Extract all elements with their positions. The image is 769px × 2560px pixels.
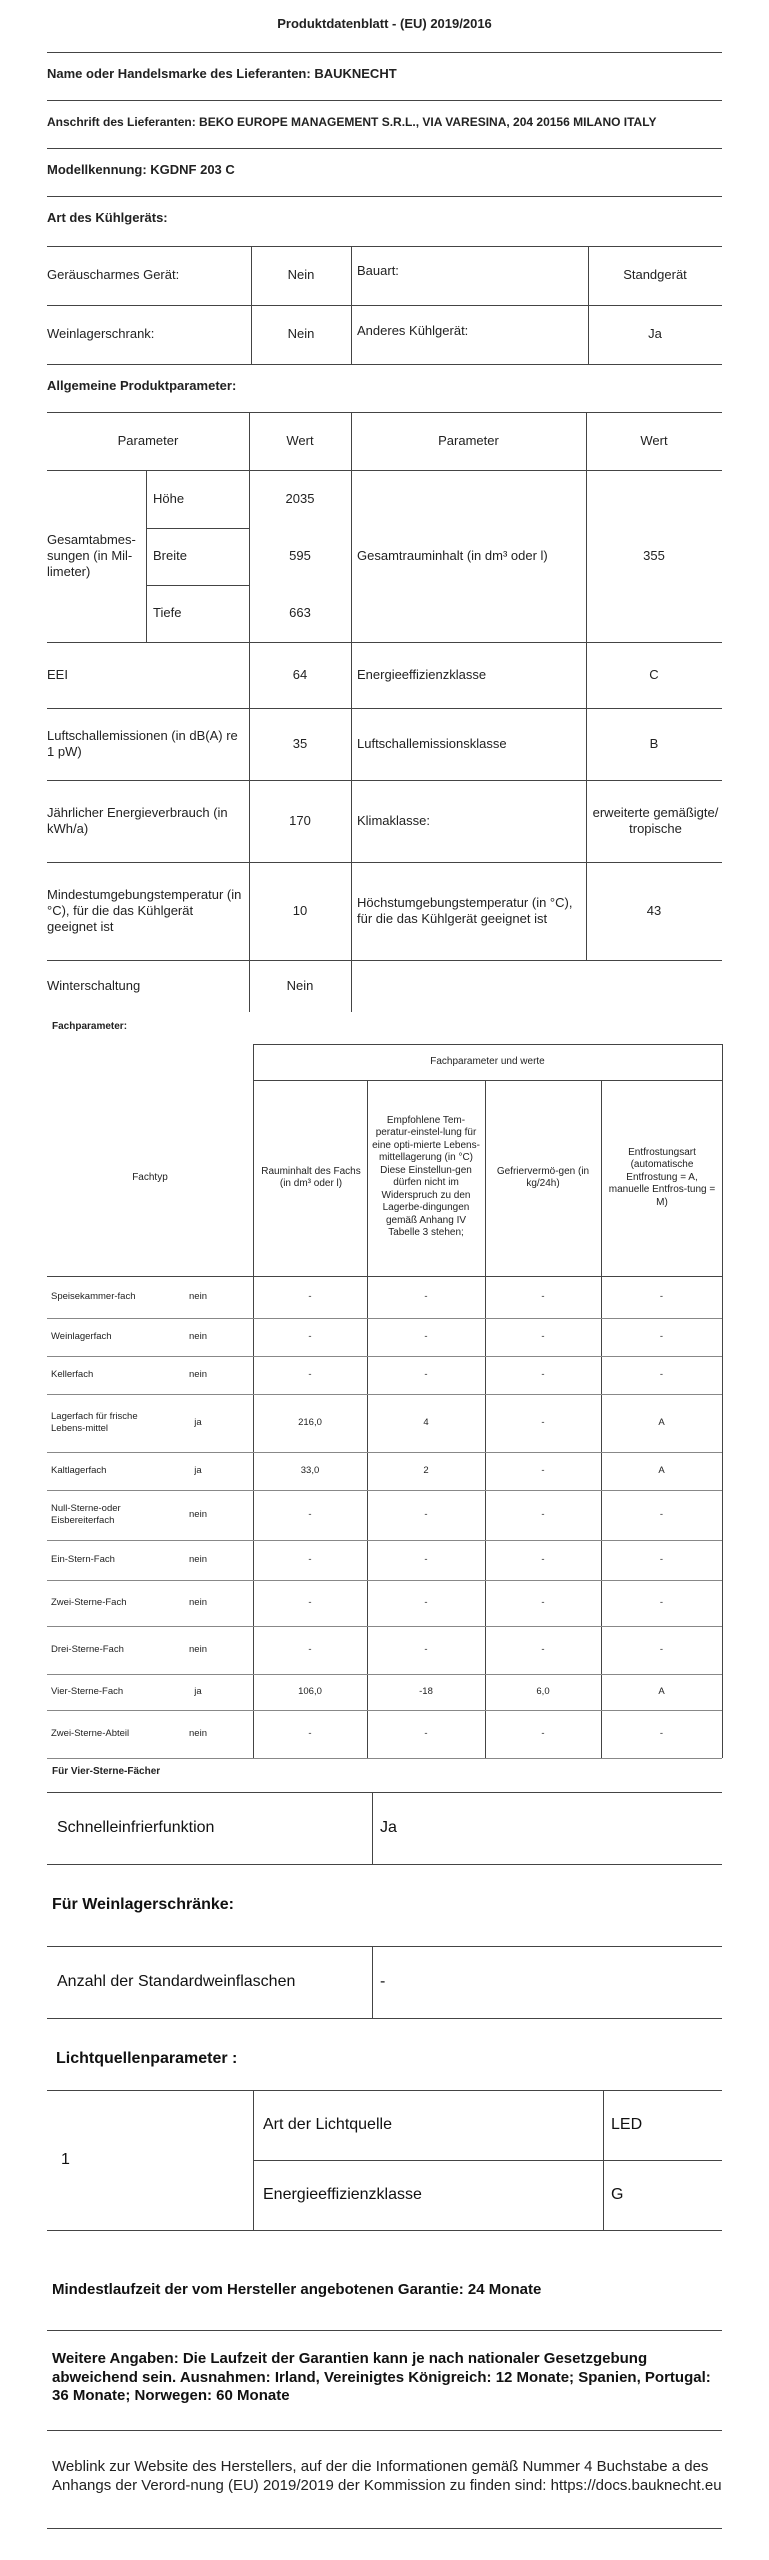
compartment-freeze: -: [541, 1331, 545, 1343]
light-type-value: LED: [611, 2116, 643, 2133]
compartment-row: [47, 1490, 722, 1540]
wine-cabinet-label: Weinlagerschrank:: [47, 326, 155, 342]
compartment-name: Weinlagerfach: [51, 1331, 112, 1343]
divider: [47, 100, 722, 101]
supplier-address: Anschrift des Lieferanten: BEKO EUROPE MANAGEMENT S.R.L., VIA VARESINA, 204 20156 MILANO ITALY: [47, 114, 657, 129]
compartment-temp: 2: [423, 1465, 429, 1477]
height-value: 2035: [285, 490, 315, 506]
compartment-name: Ein-Stern-Fach: [51, 1554, 115, 1566]
compartment-volume: -: [308, 1509, 312, 1521]
compartment-group-header: Fachparameter und werte: [430, 1055, 545, 1067]
appliance-type-table: [47, 246, 722, 364]
compartment-temp: 4: [423, 1417, 429, 1429]
compartment-freeze: -: [541, 1417, 545, 1429]
defrost-column-header: Entfrostungsart (automatische Entfrostung = A, manuelle Entfros-tung = M): [608, 1146, 716, 1208]
appliance-type-heading: Art des Kühlgeräts:: [47, 209, 168, 225]
noise-emission-value: 35: [292, 735, 308, 751]
wine-bottles-value: -: [380, 1973, 386, 1990]
compartment-present: nein: [189, 1597, 207, 1609]
compartment-row: [47, 1710, 722, 1758]
volume-column-header: Rauminhalt des Fachs (in dm³ oder l): [261, 1165, 361, 1189]
compartment-row: [47, 1452, 722, 1490]
compartment-volume: -: [308, 1291, 312, 1303]
compartment-temp: -: [424, 1369, 428, 1381]
compartment-temp: -18: [419, 1686, 433, 1698]
compartment-volume: 33,0: [300, 1465, 320, 1477]
compartment-rows: [47, 1276, 722, 1758]
compartment-name: Kellerfach: [51, 1369, 94, 1381]
noise-class-value: B: [649, 735, 659, 751]
compartment-row: [47, 1626, 722, 1674]
compartment-type-header: Fachtyp: [132, 1171, 168, 1183]
compartment-defrost: -: [659, 1369, 664, 1381]
compartment-freeze: -: [541, 1509, 545, 1521]
compartment-heading: Fachparameter:: [52, 1020, 128, 1032]
climate-class-label: Klimaklasse:: [357, 812, 430, 828]
other-appliance-label: Anderes Kühlgerät:: [357, 322, 469, 338]
light-type-label: Art der Lichtquelle: [263, 2116, 392, 2133]
divider: [47, 2430, 722, 2431]
compartment-name: Zwei-Sterne-Abteil: [51, 1728, 130, 1740]
compartment-present: ja: [194, 1686, 202, 1698]
compartment-defrost: -: [659, 1644, 664, 1656]
compartment-present: nein: [189, 1644, 207, 1656]
compartment-freeze: -: [541, 1728, 545, 1740]
eei-value: 64: [292, 666, 308, 682]
compartment-temp: -: [424, 1554, 428, 1566]
compartment-row: [47, 1674, 722, 1710]
depth-label: Tiefe: [153, 605, 182, 621]
compartment-name: Null-Sterne-oder Eisbereiterfach: [51, 1503, 121, 1526]
quick-freeze-table: [47, 1792, 722, 1864]
general-parameters-heading: Allgemeine Produktparameter:: [47, 377, 237, 393]
min-temp-value: 10: [292, 902, 308, 918]
compartment-table: [47, 1044, 722, 1758]
wine-cabinet-value: Nein: [287, 326, 315, 342]
divider: [47, 52, 722, 53]
max-temp-value: 43: [646, 902, 662, 918]
compartment-defrost: -: [659, 1554, 664, 1566]
compartment-name: Zwei-Sterne-Fach: [51, 1597, 127, 1609]
noise-class-label: Luftschallemissionsklasse: [357, 735, 507, 751]
compartment-present: ja: [194, 1465, 202, 1477]
low-noise-value: Nein: [287, 267, 315, 283]
supplier-name: Name oder Handelsmarke des Lieferanten: BAUKNECHT: [47, 65, 397, 81]
header-parameter: Parameter: [117, 432, 179, 448]
other-appliance-value: Ja: [648, 326, 662, 342]
climate-class-value: erweiterte gemäßigte/ tropische: [592, 804, 719, 836]
divider: [47, 2330, 722, 2331]
total-volume-label: Gesamtrauminhalt (in dm³ oder l): [357, 547, 548, 563]
compartment-present: nein: [189, 1728, 207, 1740]
compartment-volume: 106,0: [298, 1686, 322, 1698]
compartment-name: Kaltlagerfach: [51, 1465, 107, 1477]
eei-label: EEI: [47, 666, 68, 682]
compartment-defrost: -: [659, 1509, 664, 1521]
sheet-title: Produktdatenblatt - (EU) 2019/2016: [277, 15, 492, 31]
compartment-freeze: -: [541, 1597, 545, 1609]
compartment-name: Drei-Sterne-Fach: [51, 1644, 124, 1656]
quick-freeze-label: Schnelleinfrierfunktion: [57, 1819, 215, 1836]
min-temp-label: Mindestumgebungstemperatur (in °C), für die das Kühlgerät geeignet ist: [47, 886, 242, 935]
light-class-value: G: [611, 2186, 624, 2203]
header-parameter-2: Parameter: [438, 432, 499, 448]
low-noise-label: Geräuscharmes Gerät:: [47, 267, 180, 283]
general-parameters-table: [47, 412, 722, 1012]
compartment-temp: -: [424, 1644, 428, 1656]
further-information: Weitere Angaben: Die Laufzeit der Garantien kann je nach nationaler Gesetzgebung abweichend sein. Ausnahmen: Irland, Vereinigtes Königreich: 12 Monate; Spanien, Portugal: 36 Monate; Norwegen: 60 Monate: [52, 2349, 711, 2405]
compartment-volume: -: [308, 1369, 312, 1381]
light-source-heading: Lichtquellenparameter :: [56, 2050, 238, 2067]
freezing-column-header: Gefriervermö-gen (in kg/24h): [496, 1165, 590, 1189]
compartment-row: [47, 1276, 722, 1318]
winter-switch-value: Nein: [286, 977, 314, 993]
model-identifier: Modellkennung: KGDNF 203 C: [47, 161, 235, 177]
light-class-label: Energieeffizienzklasse: [263, 2186, 422, 2203]
compartment-temp: -: [424, 1597, 428, 1609]
compartment-freeze: -: [541, 1369, 545, 1381]
compartment-present: nein: [189, 1554, 207, 1566]
dimensions-label: Gesamtabmes-sungen (in Mil-limeter): [47, 531, 136, 580]
compartment-volume: -: [308, 1597, 312, 1609]
header-value-2: Wert: [640, 432, 668, 448]
compartment-freeze: -: [541, 1644, 545, 1656]
temperature-column-header: Empfohlene Tem-peratur-einstel-lung für eine opti-mierte Lebens-mittellagerung (in °C) Diese Einstellun-gen dürfen nicht im Widerspruch zu den Lagerbe-dingungen gemäß Anhang IV Tabelle 3 stehen;: [372, 1114, 480, 1238]
compartment-present: nein: [189, 1369, 207, 1381]
warranty-text: Mindestlaufzeit der vom Hersteller angebotenen Garantie: 24 Monate: [52, 2280, 542, 2298]
compartment-defrost: -: [659, 1291, 664, 1303]
compartment-present: nein: [189, 1509, 207, 1521]
compartment-temp: -: [424, 1509, 428, 1521]
compartment-name: Lagerfach für frische Lebens-mittel: [51, 1411, 138, 1434]
compartment-row: [47, 1540, 722, 1580]
compartment-defrost: A: [658, 1417, 665, 1429]
compartment-freeze: -: [541, 1291, 545, 1303]
compartment-present: nein: [189, 1331, 207, 1343]
compartment-present: nein: [189, 1291, 207, 1303]
quick-freeze-value: Ja: [380, 1819, 397, 1836]
width-label: Breite: [153, 548, 187, 564]
compartment-volume: 216,0: [298, 1417, 322, 1429]
compartment-name: Speisekammer-fach: [51, 1291, 136, 1303]
compartment-freeze: -: [541, 1465, 545, 1477]
width-value: 595: [289, 548, 311, 564]
divider: [47, 196, 722, 197]
compartment-temp: -: [424, 1728, 428, 1740]
design-label: Bauart:: [357, 262, 399, 278]
divider: [47, 148, 722, 149]
compartment-defrost: A: [658, 1465, 665, 1477]
compartment-volume: -: [308, 1644, 312, 1656]
light-source-table: [47, 2090, 722, 2230]
compartment-row: [47, 1394, 722, 1452]
manufacturer-weblink: Weblink zur Website des Herstellers, auf der die Informationen gemäß Nummer 4 Buchstabe a des Anhangs der Verord-nung (EU) 2019/2019 der Kommission zu finden sind: https://docs.bauknecht.eu: [52, 2458, 722, 2494]
wine-bottles-label: Anzahl der Standardweinflaschen: [57, 1973, 296, 1990]
design-value: Standgerät: [623, 267, 687, 283]
compartment-freeze: -: [541, 1554, 545, 1566]
divider: [47, 2528, 722, 2529]
total-volume-value: 355: [643, 547, 665, 563]
noise-emission-label: Luftschallemissionen (in dB(A) re 1 pW): [47, 727, 238, 759]
max-temp-label: Höchstumgebungstemperatur (in °C), für die das Kühlgerät geeignet ist: [357, 894, 573, 926]
compartment-present: ja: [194, 1417, 202, 1429]
compartment-name: Vier-Sterne-Fach: [51, 1686, 124, 1698]
light-source-index: 1: [61, 2151, 70, 2168]
compartment-freeze: 6,0: [536, 1686, 550, 1698]
depth-value: 663: [289, 605, 311, 621]
compartment-defrost: -: [659, 1728, 664, 1740]
compartment-temp: -: [424, 1291, 428, 1303]
compartment-defrost: -: [659, 1331, 664, 1343]
energy-class-label: Energieeffizienzklasse: [357, 666, 487, 682]
annual-energy-label: Jährlicher Energieverbrauch (in kWh/a): [47, 804, 228, 836]
header-value: Wert: [286, 432, 314, 448]
four-star-heading: Für Vier-Sterne-Fächer: [52, 1765, 161, 1777]
compartment-volume: -: [308, 1331, 312, 1343]
compartment-row: [47, 1356, 722, 1394]
wine-bottles-table: [47, 1946, 722, 2018]
compartment-temp: -: [424, 1331, 428, 1343]
height-label: Höhe: [153, 490, 185, 506]
compartment-row: [47, 1580, 722, 1626]
compartment-volume: -: [308, 1554, 312, 1566]
annual-energy-value: 170: [289, 812, 311, 828]
wine-heading: Für Weinlagerschränke:: [52, 1896, 234, 1913]
compartment-defrost: -: [659, 1597, 664, 1609]
energy-class-value: C: [649, 666, 659, 682]
compartment-defrost: A: [658, 1686, 665, 1698]
winter-switch-label: Winterschaltung: [47, 977, 141, 993]
compartment-volume: -: [308, 1728, 312, 1740]
compartment-row: [47, 1318, 722, 1356]
